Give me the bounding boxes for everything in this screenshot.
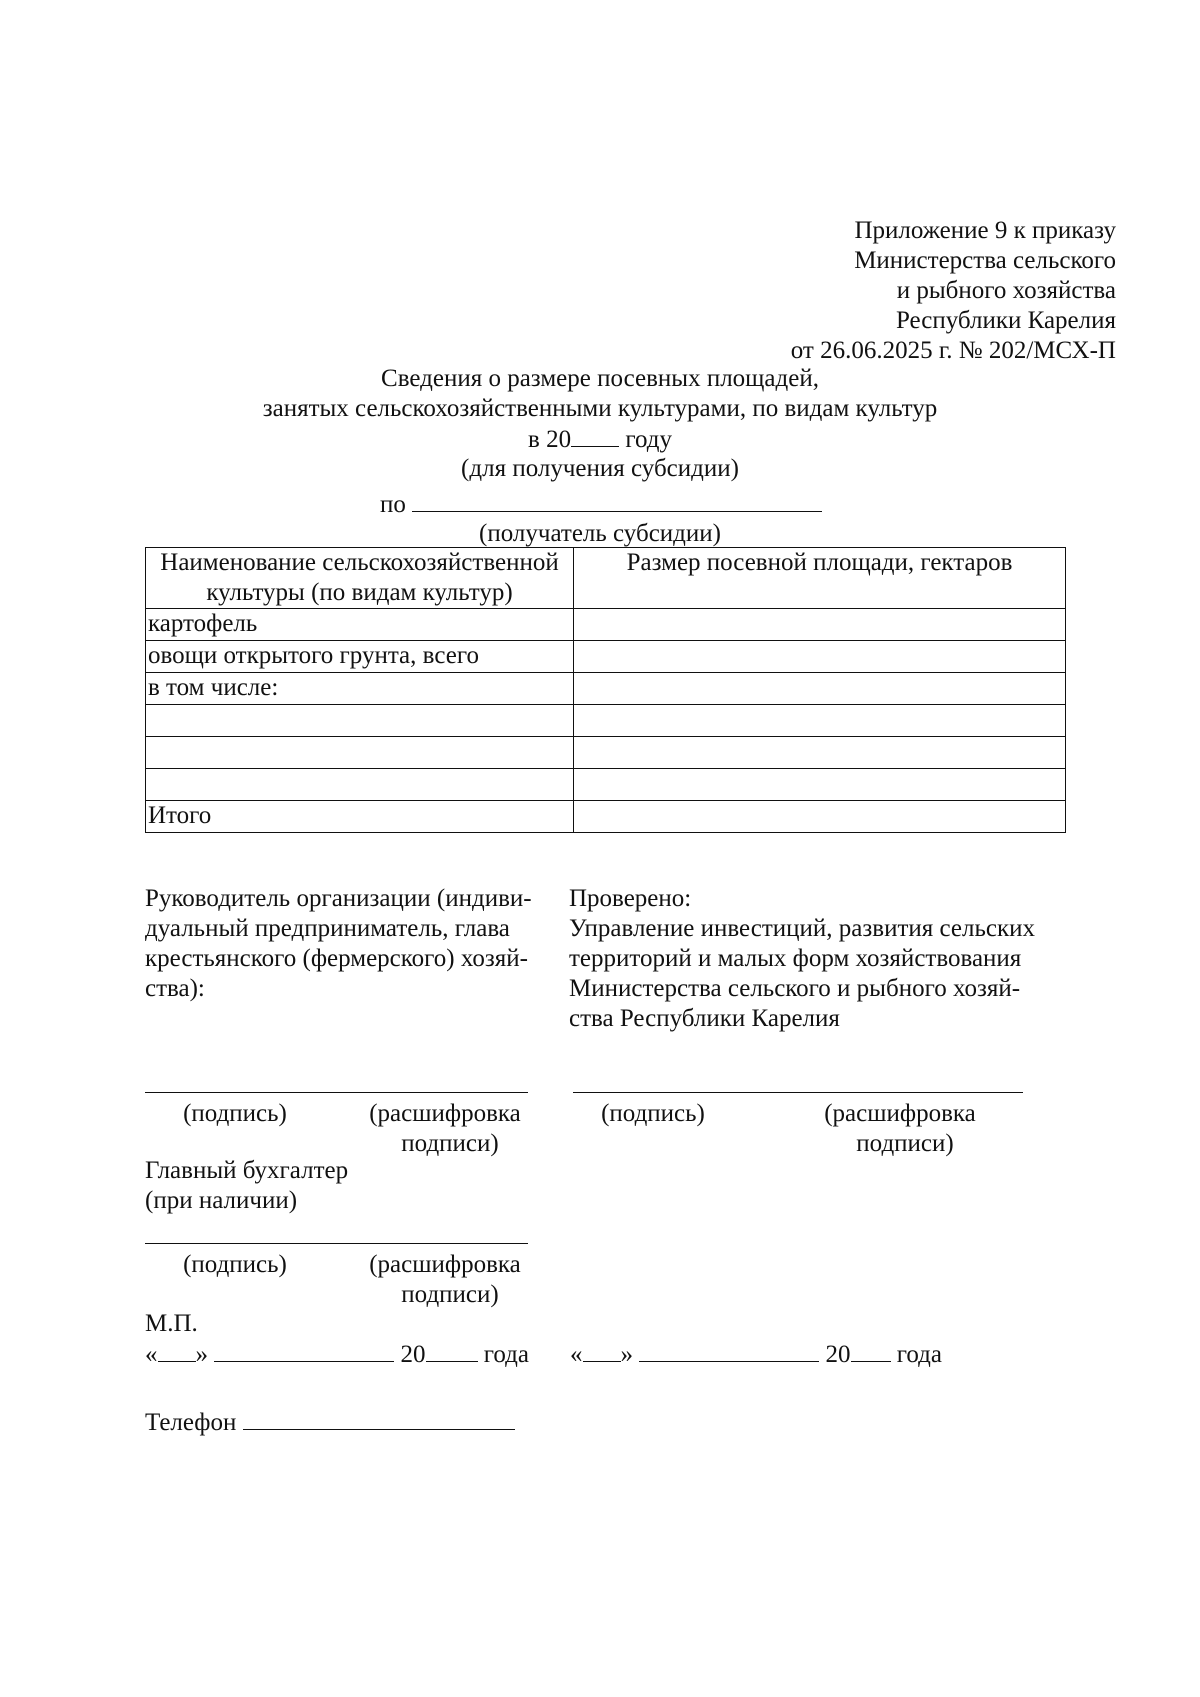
verifier-signature-line[interactable] — [573, 1092, 1023, 1093]
accountant-label: Главный бухгалтер — [145, 1157, 349, 1184]
head-decode-caption-1: (расшифровка — [369, 1100, 521, 1127]
table-row — [146, 769, 1066, 801]
annex-line: Республики Карелия — [895, 307, 1116, 334]
accountant-decode-caption-2: подписи) — [401, 1281, 499, 1308]
table-cell-area[interactable] — [574, 609, 1066, 641]
phone-label: Телефон — [145, 1409, 237, 1436]
table-cell-area[interactable] — [574, 737, 1066, 769]
table-cell-total-label: Итого — [146, 801, 574, 833]
verification-block — [569, 884, 1089, 1034]
date-year-field[interactable] — [851, 1339, 891, 1362]
table-row — [146, 641, 1066, 673]
table-cell-area[interactable] — [574, 769, 1066, 801]
table-cell-crop[interactable] — [146, 737, 574, 769]
table-total-row — [146, 801, 1066, 833]
table-row — [146, 705, 1066, 737]
verifier-date-line — [570, 1339, 942, 1370]
phone-line — [145, 1407, 515, 1438]
head-signature-line[interactable] — [145, 1092, 528, 1093]
head-label-line: крестьянского (фермерского) хозяй- — [145, 945, 528, 972]
crop-area-table — [145, 547, 1066, 833]
head-decode-caption-2: подписи) — [401, 1130, 499, 1157]
date-year-prefix: 20 — [400, 1341, 426, 1368]
recipient-line — [380, 489, 822, 520]
table-cell-area[interactable] — [574, 673, 1066, 705]
date-year-prefix: 20 — [825, 1341, 851, 1368]
head-label-line: Руководитель организации (индиви- — [145, 885, 532, 912]
phone-field[interactable] — [243, 1407, 515, 1430]
recipient-prefix: по — [380, 491, 406, 518]
table-cell-area[interactable] — [574, 641, 1066, 673]
date-year-word: года — [483, 1341, 529, 1368]
head-label-line: ства): — [145, 975, 205, 1002]
verifier-line: территорий и малых форм хозяйствования — [569, 945, 1022, 972]
table-cell-crop[interactable] — [146, 769, 574, 801]
date-open-quote: « — [570, 1341, 583, 1368]
table-cell-crop[interactable] — [146, 705, 574, 737]
accountant-signature-line[interactable] — [145, 1243, 528, 1244]
date-month-field[interactable] — [639, 1339, 819, 1362]
table-cell-crop: овощи открытого грунта, всего — [146, 641, 574, 673]
title-line: Сведения о размере посевных площадей, — [381, 365, 819, 392]
stamp-label: М.П. — [145, 1310, 198, 1337]
date-month-field[interactable] — [214, 1339, 394, 1362]
form-title — [200, 364, 1000, 484]
table-header-crop: Наименование сельскохозяйственной культуры (по видам культур) — [146, 548, 574, 609]
annex-line: Министерства сельского — [854, 247, 1116, 274]
accountant-note: (при наличии) — [145, 1187, 298, 1214]
table-header-area: Размер посевной площади, гектаров — [574, 548, 1066, 609]
head-label-line: дуальный предприниматель, глава — [145, 915, 510, 942]
date-day-field[interactable] — [158, 1339, 196, 1362]
title-line: занятых сельскохозяйственными культурами, по видам культур — [262, 395, 938, 422]
table-cell-crop: в том числе: — [146, 673, 574, 705]
year-prefix: в 20 — [528, 426, 572, 453]
date-close-quote: » — [620, 1341, 633, 1368]
head-sign-caption: (подпись) — [183, 1100, 287, 1127]
year-suffix: году — [625, 426, 672, 453]
verifier-line: Управление инвестиций, развития сельских — [569, 915, 1036, 942]
table-cell-area[interactable] — [574, 705, 1066, 737]
date-year-word: года — [896, 1341, 942, 1368]
verifier-line: ства Республики Карелия — [569, 1005, 840, 1032]
table-cell-total-area[interactable] — [574, 801, 1066, 833]
year-blank-field[interactable] — [571, 424, 619, 447]
verifier-decode-caption-2: подписи) — [856, 1130, 954, 1157]
accountant-sign-caption: (подпись) — [183, 1251, 287, 1278]
verifier-line: Министерства сельского и рыбного хозяй- — [569, 975, 1021, 1002]
table-header-row — [146, 548, 1066, 609]
table-row — [146, 673, 1066, 705]
date-year-field[interactable] — [426, 1339, 478, 1362]
head-of-organization-block — [145, 884, 555, 1004]
annex-line: Приложение 9 к приказу — [854, 217, 1116, 244]
recipient-caption: (получатель субсидии) — [479, 520, 721, 547]
accountant-block — [145, 1156, 348, 1216]
accountant-decode-caption-1: (расшифровка — [369, 1251, 521, 1278]
annex-order-line: от 26.06.2025 г. № 202/МСХ-П — [790, 337, 1116, 364]
head-date-line — [145, 1339, 529, 1370]
recipient-blank-field[interactable] — [412, 489, 822, 512]
date-open-quote: « — [145, 1341, 158, 1368]
annex-header — [700, 216, 1116, 366]
table-row — [146, 737, 1066, 769]
verified-label: Проверено: — [569, 885, 692, 912]
table-cell-crop: картофель — [146, 609, 574, 641]
title-year-line — [200, 424, 1000, 454]
title-purpose: (для получения субсидии) — [461, 455, 739, 482]
table-row — [146, 609, 1066, 641]
date-close-quote: » — [195, 1341, 208, 1368]
date-day-field[interactable] — [583, 1339, 621, 1362]
verifier-sign-caption: (подпись) — [601, 1100, 705, 1127]
annex-line: и рыбного хозяйства — [896, 277, 1116, 304]
verifier-decode-caption-1: (расшифровка — [824, 1100, 976, 1127]
